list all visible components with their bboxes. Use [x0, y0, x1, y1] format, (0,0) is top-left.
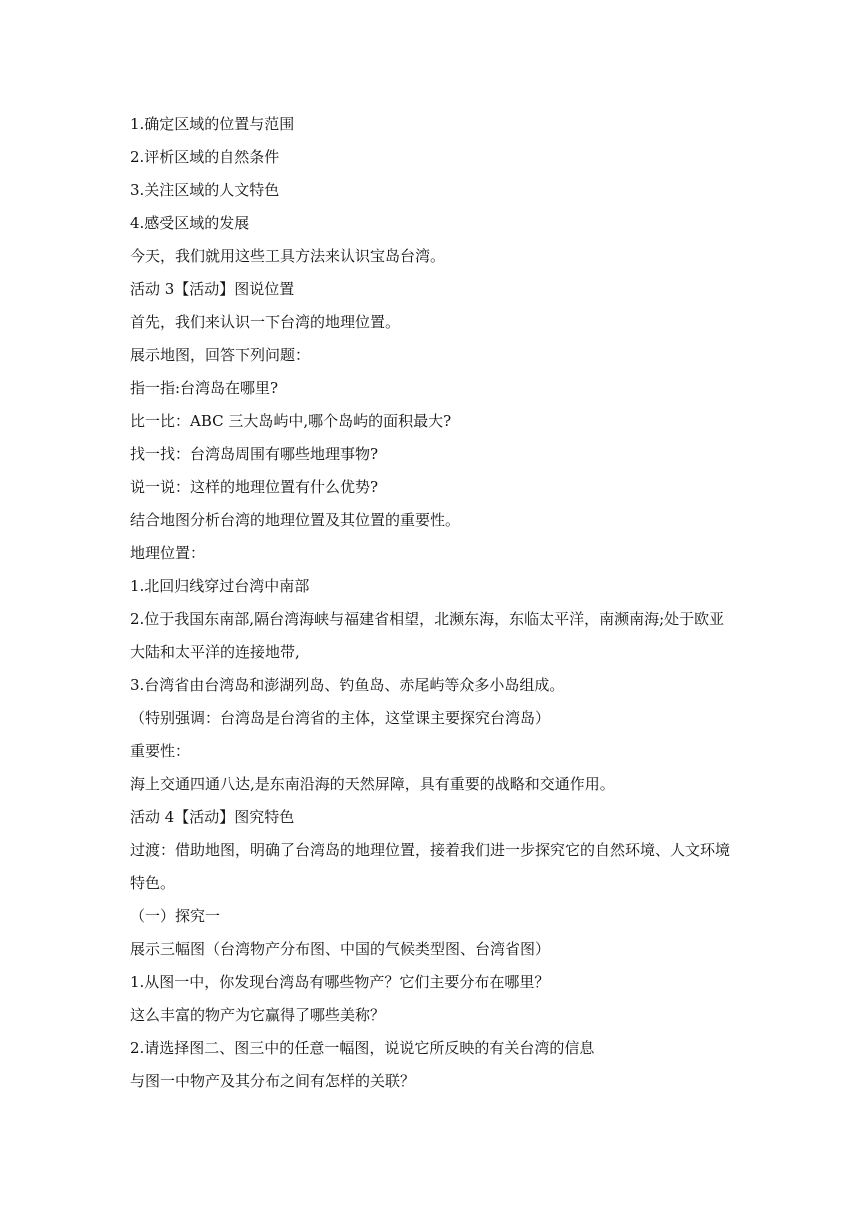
- document-line: 地理位置：: [130, 544, 206, 562]
- document-line: 过渡：借助地图，明确了台湾岛的地理位置，接着我们进一步探究它的自然环境、人文环境: [130, 841, 731, 859]
- document-line: 展示三幅图（台湾物产分布图、中国的气候类型图、台湾省图）: [130, 940, 551, 958]
- document-line: 说一说：这样的地理位置有什么优势?: [130, 478, 379, 496]
- document-line: 3.关注区域的人文特色: [130, 181, 280, 199]
- document-line: （一）探究一: [130, 907, 221, 925]
- document-line: 今天，我们就用这些工具方法来认识宝岛台湾。: [130, 247, 446, 265]
- document-line: 海上交通四通八达,是东南沿海的天然屏障，具有重要的战略和交通作用。: [130, 775, 615, 793]
- document-line: 1.从图一中，你发现台湾岛有哪些物产？它们主要分布在哪里？: [130, 973, 550, 991]
- document-line: 4.感受区域的发展: [130, 214, 250, 232]
- document-line: 大陆和太平洋的连接地带,: [130, 643, 300, 661]
- document-line: 3.台湾省由台湾岛和澎湖列岛、钓鱼岛、赤尾屿等众多小岛组成。: [130, 676, 565, 694]
- document-line: 2.评析区域的自然条件: [130, 148, 280, 166]
- document-line: 特色。: [130, 874, 176, 892]
- document-line: 2.请选择图二、图三中的任意一幅图，说说它所反映的有关台湾的信息: [130, 1039, 595, 1057]
- document-line: 与图一中物产及其分布之间有怎样的关联？: [130, 1072, 416, 1090]
- document-line: 找一找：台湾岛周围有哪些地理事物?: [130, 445, 379, 463]
- document-line: 比一比：ABC 三大岛屿中,哪个岛屿的面积最大?: [130, 412, 452, 430]
- document-line: 这么丰富的物产为它赢得了哪些美称？: [130, 1006, 386, 1024]
- section-heading: 活动 4【活动】图究特色: [130, 808, 295, 826]
- document-line: 展示地图，回答下列问题：: [130, 346, 311, 364]
- document-line: 2.位于我国东南部,隔台湾海峡与福建省相望，北濒东海，东临太平洋，南濒南海;处于欧亚: [130, 610, 725, 628]
- document-line: （特别强调：台湾岛是台湾省的主体，这堂课主要探究台湾岛）: [130, 709, 551, 727]
- section-heading: 活动 3【活动】图说位置: [130, 280, 295, 298]
- document-line: 结合地图分析台湾的地理位置及其位置的重要性。: [130, 511, 461, 529]
- document-line: 1.确定区域的位置与范围: [130, 115, 295, 133]
- document-line: 首先，我们来认识一下台湾的地理位置。: [130, 313, 401, 331]
- document-line: 重要性：: [130, 742, 191, 760]
- document-line: 指一指:台湾岛在哪里?: [130, 379, 279, 397]
- document-line: 1.北回归线穿过台湾中南部: [130, 577, 310, 595]
- document-text: [130, 108, 740, 1098]
